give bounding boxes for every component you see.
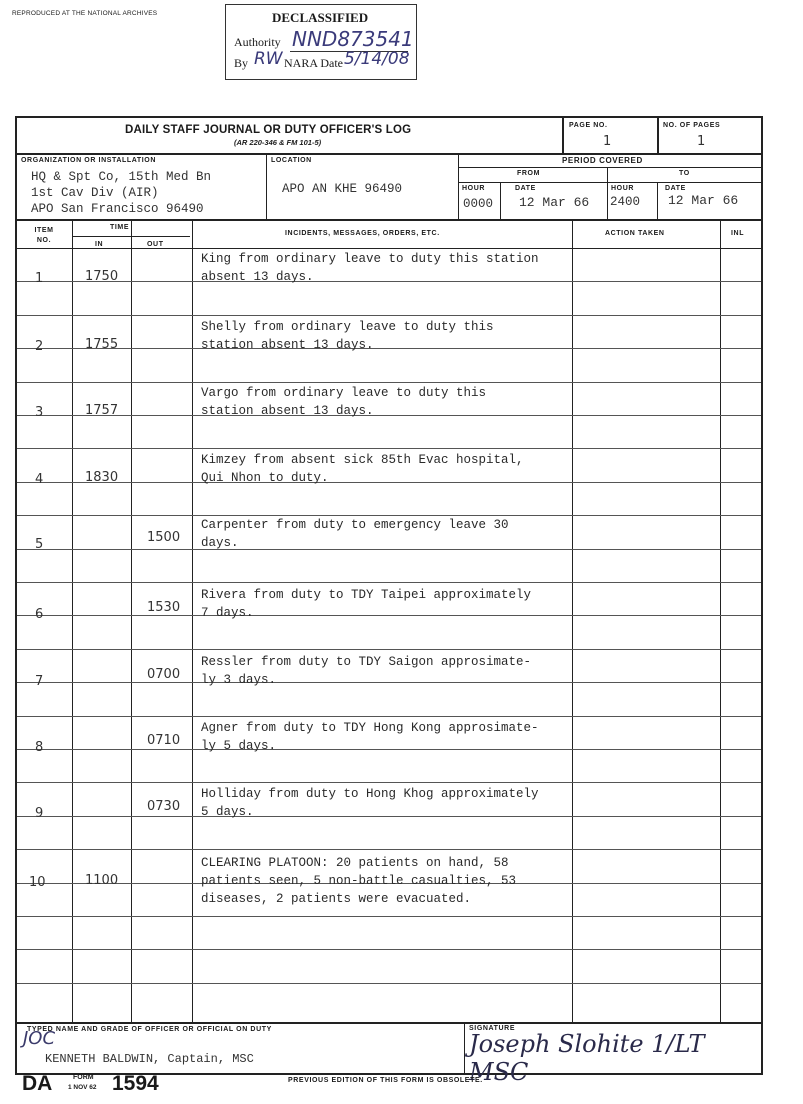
to-date-label: DATE — [665, 185, 686, 192]
row-rule — [17, 549, 761, 550]
entry-text-line: Qui Nhon to duty. — [201, 471, 329, 485]
entry-time-out: 1530 — [147, 600, 181, 615]
org-line: HQ & Spt Co, 15th Med Bn — [31, 170, 212, 184]
form-number: 1594 — [112, 1072, 159, 1095]
stamp-title: DECLASSIFIED — [272, 10, 369, 25]
row-rule — [17, 582, 761, 583]
entry-text-line: days. — [201, 536, 239, 550]
col-item-header: ITEM NO. — [34, 227, 54, 244]
row-rule — [17, 448, 761, 449]
entry-time-out: 1500 — [147, 530, 181, 545]
form-da: DA — [22, 1072, 53, 1095]
entry-time-in: 1830 — [85, 470, 119, 485]
entry-text-line: station absent 13 days. — [201, 338, 374, 352]
entry-text-line: diseases, 2 patients were evacuated. — [201, 892, 472, 906]
location-value: APO AN KHE 96490 — [282, 182, 403, 196]
col-action-header: ACTION TAKEN — [605, 230, 665, 237]
entry-item-no: 2 — [35, 339, 44, 354]
to-date-value: 12 Mar 66 — [668, 193, 739, 208]
to-hour-value: 2400 — [610, 195, 641, 209]
org-label: ORGANIZATION OR INSTALLATION — [21, 157, 157, 164]
no-pages-label: NO. OF PAGES — [663, 122, 721, 129]
declassified-stamp — [225, 4, 417, 80]
entry-item-no: 9 — [35, 806, 44, 821]
archive-note: REPRODUCED AT THE NATIONAL ARCHIVES — [12, 10, 158, 17]
row-rule — [17, 348, 761, 349]
entry-text-line: Ressler from duty to TDY Saigon approsimate- — [201, 655, 532, 669]
entry-item-no: 4 — [35, 472, 44, 487]
footer-note: PREVIOUS EDITION OF THIS FORM IS OBSOLETE. — [288, 1077, 483, 1084]
col-in-header: IN — [95, 241, 104, 248]
entry-item-no: 6 — [35, 607, 44, 622]
entry-item-no: 7 — [35, 674, 44, 689]
row-rule — [17, 682, 761, 683]
entry-time-out: 0730 — [147, 799, 181, 814]
entry-item-no: 8 — [35, 740, 44, 755]
col-out-header: OUT — [147, 241, 164, 248]
entry-text-line: Vargo from ordinary leave to duty this — [201, 386, 487, 400]
entry-text-line: Kimzey from absent sick 85th Evac hospital, — [201, 453, 524, 467]
row-rule — [17, 949, 761, 950]
officer-name: KENNETH BALDWIN, Captain, MSC — [45, 1052, 254, 1066]
from-date-label: DATE — [515, 185, 536, 192]
entry-item-no: 5 — [35, 537, 44, 552]
entry-item-no: 10 — [29, 875, 46, 890]
page-no-label: PAGE NO. — [569, 122, 608, 129]
officer-initials: JOC — [23, 1028, 56, 1049]
to-label: TO — [679, 170, 690, 177]
entry-time-in: 1750 — [85, 269, 119, 284]
org-line: 1st Cav Div (AIR) — [31, 186, 159, 200]
form-reference: (AR 220-346 & FM 101-5) — [234, 138, 322, 147]
entry-text-line: absent 13 days. — [201, 270, 314, 284]
entry-text-line: 5 days. — [201, 805, 254, 819]
entry-time-out: 0700 — [147, 667, 181, 682]
entry-text-line: King from ordinary leave to duty this station — [201, 252, 539, 266]
entry-text-line: ly 3 days. — [201, 673, 277, 687]
no-pages-value: 1 — [697, 134, 706, 149]
column-rule — [572, 219, 573, 1022]
row-rule — [17, 315, 761, 316]
column-rule — [72, 219, 73, 1022]
entry-text-line: CLEARING PLATOON: 20 patients on hand, 58 — [201, 856, 509, 870]
entry-text-line: Holliday from duty to Hong Khog approximately — [201, 787, 539, 801]
from-hour-label: HOUR — [462, 185, 486, 192]
entry-text-line: ly 5 days. — [201, 739, 277, 753]
row-rule — [17, 749, 761, 750]
page-no-value: 1 — [603, 134, 612, 149]
row-rule — [17, 983, 761, 984]
entry-text-line: Agner from duty to TDY Hong Kong approsimate- — [201, 721, 539, 735]
header-rule — [17, 248, 761, 249]
form-word: FORM — [73, 1074, 94, 1081]
row-rule — [17, 615, 761, 616]
row-rule — [17, 782, 761, 783]
entry-text-line: Rivera from duty to TDY Taipei approximately — [201, 588, 532, 602]
stamp-authority-label: Authority — [234, 35, 281, 49]
form-title: DAILY STAFF JOURNAL OR DUTY OFFICER'S LOG — [125, 124, 412, 136]
col-incidents-header: INCIDENTS, MESSAGES, ORDERS, ETC. — [285, 230, 440, 237]
from-label: FROM — [517, 170, 541, 177]
row-rule — [17, 281, 761, 282]
row-rule — [17, 916, 761, 917]
row-rule — [17, 415, 761, 416]
stamp-by-value: RW — [254, 49, 283, 69]
entry-time-in: 1755 — [85, 337, 119, 352]
column-rule — [192, 219, 193, 1022]
entry-item-no: 3 — [35, 405, 44, 420]
entry-text-line: station absent 13 days. — [201, 404, 374, 418]
stamp-date-value: 5/14/08 — [344, 49, 410, 69]
row-rule — [17, 482, 761, 483]
column-rule — [720, 219, 721, 1022]
entry-text-line: patients seen, 5 non-battle casualties, 53 — [201, 874, 517, 888]
signature-value: Joseph Slohite 1/LT MSC — [469, 1030, 705, 1086]
period-label: PERIOD COVERED — [562, 156, 643, 165]
stamp-nara-label: NARA Date — [284, 56, 343, 70]
form-date: 1 NOV 62 — [68, 1084, 97, 1091]
row-rule — [17, 382, 761, 383]
col-inl-header: INL — [731, 230, 745, 237]
entry-time-in: 1757 — [85, 403, 119, 418]
entry-text-line: 7 days. — [201, 606, 254, 620]
entry-text-line: Carpenter from duty to emergency leave 30 — [201, 518, 509, 532]
row-rule — [17, 716, 761, 717]
entry-time-out: 0710 — [147, 733, 181, 748]
stamp-by-label: By — [234, 56, 249, 70]
entry-text-line: Shelly from ordinary leave to duty this — [201, 320, 494, 334]
stamp-authority-value: NND873541 — [292, 27, 414, 51]
org-block — [31, 169, 211, 217]
entry-item-no: 1 — [35, 271, 44, 286]
to-hour-label: HOUR — [611, 185, 635, 192]
org-line: APO San Francisco 96490 — [31, 202, 204, 216]
from-date-value: 12 Mar 66 — [519, 195, 590, 210]
row-rule — [17, 649, 761, 650]
location-label: LOCATION — [271, 157, 312, 164]
row-rule — [17, 849, 761, 850]
row-rule — [17, 816, 761, 817]
signature-label: SIGNATURE — [469, 1025, 516, 1032]
column-rule — [131, 219, 132, 1022]
row-rule — [17, 515, 761, 516]
entry-time-in: 1100 — [85, 873, 119, 888]
col-time-header: TIME — [110, 224, 130, 231]
officer-label: TYPED NAME AND GRADE OF OFFICER OR OFFICIAL ON DUTY — [27, 1026, 272, 1033]
from-hour-value: 0000 — [463, 197, 494, 211]
